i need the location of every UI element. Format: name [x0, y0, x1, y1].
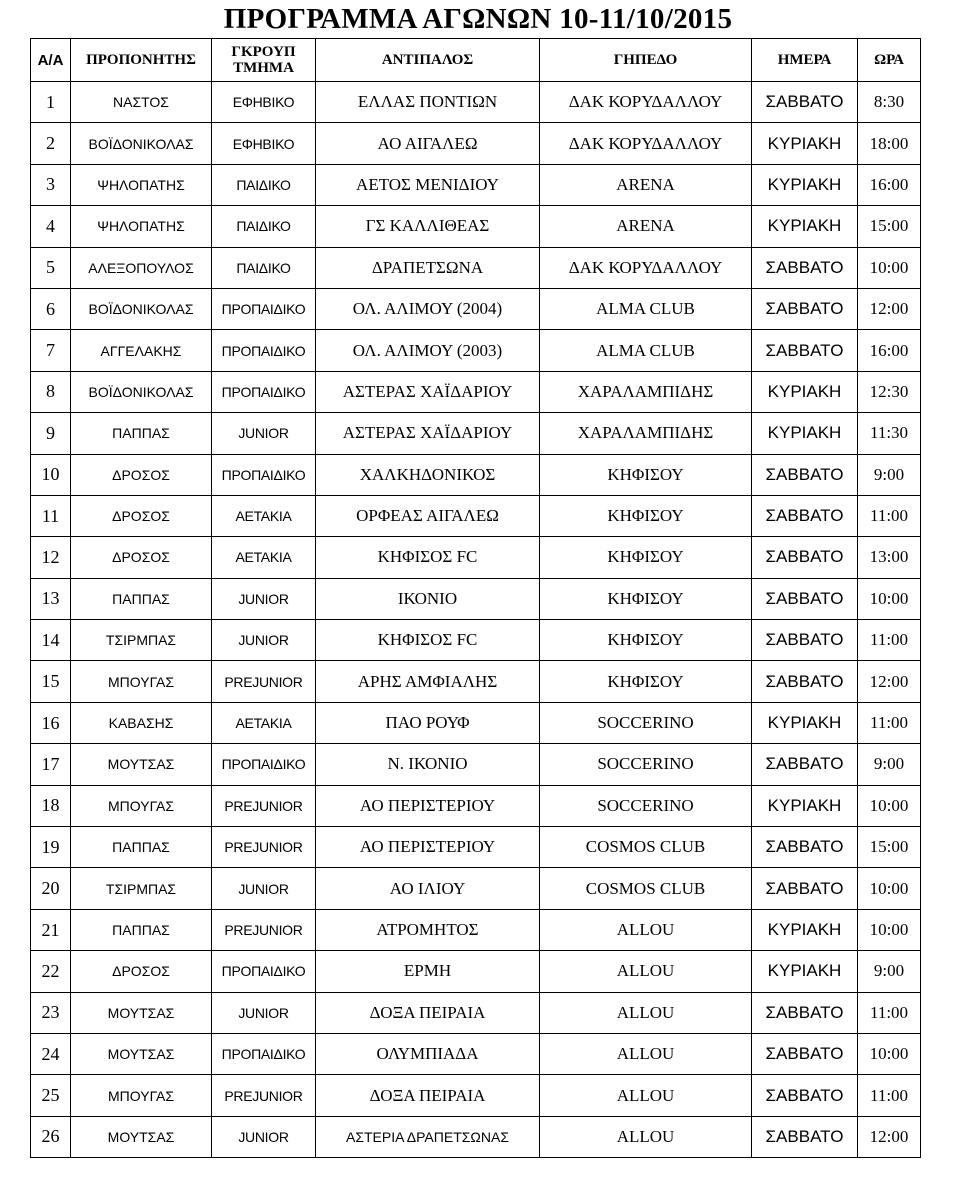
table-row	[31, 164, 921, 205]
opponent-cell: ΕΛΛΑΣ ΠΟΝΤΙΩΝ	[316, 82, 540, 123]
row-number: 7	[31, 330, 71, 371]
time-cell: 11:00	[858, 1075, 921, 1116]
venue-cell: ΔΑΚ ΚΟΡΥΔΑΛΛΟΥ	[540, 82, 752, 123]
time-cell: 12:00	[858, 288, 921, 329]
row-number: 26	[31, 1116, 71, 1157]
day-cell: ΚΥΡΙΑΚΗ	[752, 164, 858, 205]
venue-cell: ΚΗΦΙΣΟΥ	[540, 537, 752, 578]
opponent-cell: ΔΡΑΠΕΤΣΩΝΑ	[316, 247, 540, 288]
time-cell: 9:00	[858, 744, 921, 785]
coach-cell: ΠΑΠΠΑΣ	[71, 827, 212, 868]
day-cell: ΚΥΡΙΑΚΗ	[752, 909, 858, 950]
day-cell: ΣΑΒΒΑΤΟ	[752, 992, 858, 1033]
group-cell: JUNIOR	[212, 620, 316, 661]
table-row	[31, 1033, 921, 1074]
venue-cell: ALMA CLUB	[540, 330, 752, 371]
opponent-cell: ΑΕΤΟΣ ΜΕΝΙΔΙΟΥ	[316, 164, 540, 205]
coach-cell: ΜΠΟΥΓΑΣ	[71, 661, 212, 702]
group-cell: PREJUNIOR	[212, 661, 316, 702]
table-row	[31, 413, 921, 454]
row-number: 22	[31, 951, 71, 992]
header-aa: Α/Α	[31, 39, 71, 82]
opponent-cell: ΑΡΗΣ ΑΜΦΙΑΛΗΣ	[316, 661, 540, 702]
day-cell: ΣΑΒΒΑΤΟ	[752, 620, 858, 661]
group-cell: PREJUNIOR	[212, 1075, 316, 1116]
row-number: 14	[31, 620, 71, 661]
opponent-cell: ΚΗΦΙΣΟΣ FC	[316, 537, 540, 578]
group-cell: ΠΡΟΠΑΙΔΙΚΟ	[212, 371, 316, 412]
venue-cell: ALMA CLUB	[540, 288, 752, 329]
time-cell: 11:00	[858, 495, 921, 536]
row-number: 16	[31, 702, 71, 743]
coach-cell: ΜΟΥΤΣΑΣ	[71, 1033, 212, 1074]
venue-cell: ΚΗΦΙΣΟΥ	[540, 454, 752, 495]
row-number: 5	[31, 247, 71, 288]
table-row	[31, 578, 921, 619]
day-cell: ΣΑΒΒΑΤΟ	[752, 495, 858, 536]
group-cell: ΠΡΟΠΑΙΔΙΚΟ	[212, 951, 316, 992]
time-cell: 9:00	[858, 454, 921, 495]
group-cell: ΠΡΟΠΑΙΔΙΚΟ	[212, 330, 316, 371]
coach-cell: ΑΓΓΕΛΑΚΗΣ	[71, 330, 212, 371]
time-cell: 11:00	[858, 620, 921, 661]
opponent-cell: ΟΡΦΕΑΣ ΑΙΓΑΛΕΩ	[316, 495, 540, 536]
day-cell: ΣΑΒΒΑΤΟ	[752, 1116, 858, 1157]
coach-cell: ΒΟΪΔΟΝΙΚΟΛΑΣ	[71, 123, 212, 164]
group-cell: JUNIOR	[212, 1116, 316, 1157]
venue-cell: ΔΑΚ ΚΟΡΥΔΑΛΛΟΥ	[540, 123, 752, 164]
venue-cell: COSMOS CLUB	[540, 827, 752, 868]
header-time: ΩΡΑ	[858, 39, 921, 82]
coach-cell: ΜΠΟΥΓΑΣ	[71, 785, 212, 826]
row-number: 3	[31, 164, 71, 205]
coach-cell: ΔΡΟΣΟΣ	[71, 537, 212, 578]
opponent-cell: ΠΑΟ ΡΟΥΦ	[316, 702, 540, 743]
group-cell: JUNIOR	[212, 413, 316, 454]
header-venue: ΓΗΠΕΔΟ	[540, 39, 752, 82]
group-cell: ΑΕΤΑΚΙΑ	[212, 537, 316, 578]
group-cell: PREJUNIOR	[212, 827, 316, 868]
venue-cell: ARENA	[540, 206, 752, 247]
group-cell: ΠΑΙΔΙΚΟ	[212, 206, 316, 247]
opponent-cell: ΙΚΟΝΙΟ	[316, 578, 540, 619]
day-cell: ΣΑΒΒΑΤΟ	[752, 330, 858, 371]
day-cell: ΚΥΡΙΑΚΗ	[752, 123, 858, 164]
opponent-cell: ΓΣ ΚΑΛΛΙΘΕΑΣ	[316, 206, 540, 247]
time-cell: 12:00	[858, 1116, 921, 1157]
row-number: 13	[31, 578, 71, 619]
day-cell: ΣΑΒΒΑΤΟ	[752, 537, 858, 578]
coach-cell: ΔΡΟΣΟΣ	[71, 951, 212, 992]
header-opponent: ΑΝΤΙΠΑΛΟΣ	[316, 39, 540, 82]
venue-cell: COSMOS CLUB	[540, 868, 752, 909]
time-cell: 12:30	[858, 371, 921, 412]
group-cell: JUNIOR	[212, 578, 316, 619]
venue-cell: ΚΗΦΙΣΟΥ	[540, 578, 752, 619]
opponent-cell: ΑΤΡΟΜΗΤΟΣ	[316, 909, 540, 950]
time-cell: 15:00	[858, 827, 921, 868]
table-row	[31, 82, 921, 123]
group-cell: ΠΡΟΠΑΙΔΙΚΟ	[212, 1033, 316, 1074]
opponent-cell: ΑΟ ΑΙΓΑΛΕΩ	[316, 123, 540, 164]
time-cell: 10:00	[858, 578, 921, 619]
opponent-cell: ΟΛ. ΑΛΙΜΟΥ (2003)	[316, 330, 540, 371]
coach-cell: ΠΑΠΠΑΣ	[71, 909, 212, 950]
table-row	[31, 909, 921, 950]
table-row	[31, 1116, 921, 1157]
coach-cell: ΒΟΪΔΟΝΙΚΟΛΑΣ	[71, 288, 212, 329]
row-number: 23	[31, 992, 71, 1033]
row-number: 20	[31, 868, 71, 909]
schedule-table	[30, 38, 921, 1158]
opponent-cell: Ν. ΙΚΟΝΙΟ	[316, 744, 540, 785]
header-group-line2: ΤΜΗΜΑ	[233, 60, 294, 76]
row-number: 25	[31, 1075, 71, 1116]
table-row	[31, 744, 921, 785]
group-cell: JUNIOR	[212, 992, 316, 1033]
time-cell: 8:30	[858, 82, 921, 123]
opponent-cell: ΟΛ. ΑΛΙΜΟΥ (2004)	[316, 288, 540, 329]
day-cell: ΣΑΒΒΑΤΟ	[752, 661, 858, 702]
coach-cell: ΔΡΟΣΟΣ	[71, 495, 212, 536]
group-cell: JUNIOR	[212, 868, 316, 909]
day-cell: ΚΥΡΙΑΚΗ	[752, 206, 858, 247]
day-cell: ΚΥΡΙΑΚΗ	[752, 785, 858, 826]
coach-cell: ΠΑΠΠΑΣ	[71, 413, 212, 454]
time-cell: 10:00	[858, 1033, 921, 1074]
venue-cell: ALLOU	[540, 1075, 752, 1116]
table-row	[31, 1075, 921, 1116]
group-cell: ΠΑΙΔΙΚΟ	[212, 164, 316, 205]
row-number: 4	[31, 206, 71, 247]
time-cell: 18:00	[858, 123, 921, 164]
coach-cell: ΝΑΣΤΟΣ	[71, 82, 212, 123]
day-cell: ΣΑΒΒΑΤΟ	[752, 744, 858, 785]
table-row	[31, 330, 921, 371]
day-cell: ΣΑΒΒΑΤΟ	[752, 827, 858, 868]
row-number: 19	[31, 827, 71, 868]
group-cell: ΑΕΤΑΚΙΑ	[212, 702, 316, 743]
coach-cell: ΤΣΙΡΜΠΑΣ	[71, 868, 212, 909]
opponent-cell: ΧΑΛΚΗΔΟΝΙΚΟΣ	[316, 454, 540, 495]
time-cell: 15:00	[858, 206, 921, 247]
coach-cell: ΨΗΛΟΠΑΤΗΣ	[71, 206, 212, 247]
schedule-rows	[31, 82, 921, 1158]
group-cell: ΕΦΗΒΙΚΟ	[212, 123, 316, 164]
day-cell: ΣΑΒΒΑΤΟ	[752, 247, 858, 288]
table-row	[31, 702, 921, 743]
group-cell: ΠΡΟΠΑΙΔΙΚΟ	[212, 288, 316, 329]
time-cell: 10:00	[858, 247, 921, 288]
time-cell: 10:00	[858, 785, 921, 826]
time-cell: 10:00	[858, 909, 921, 950]
coach-cell: ΜΠΟΥΓΑΣ	[71, 1075, 212, 1116]
time-cell: 16:00	[858, 330, 921, 371]
opponent-cell: ΑΟ ΠΕΡΙΣΤΕΡΙΟΥ	[316, 827, 540, 868]
venue-cell: SOCCERINO	[540, 702, 752, 743]
group-cell: ΠΑΙΔΙΚΟ	[212, 247, 316, 288]
venue-cell: ALLOU	[540, 951, 752, 992]
header-row	[31, 39, 921, 82]
day-cell: ΚΥΡΙΑΚΗ	[752, 951, 858, 992]
group-cell: ΕΦΗΒΙΚΟ	[212, 82, 316, 123]
row-number: 15	[31, 661, 71, 702]
venue-cell: ALLOU	[540, 992, 752, 1033]
venue-cell: ΚΗΦΙΣΟΥ	[540, 495, 752, 536]
table-row	[31, 454, 921, 495]
header-coach: ΠΡΟΠΟΝΗΤΗΣ	[71, 39, 212, 82]
opponent-cell: ΑΣΤΕΡΑΣ ΧΑΪΔΑΡΙΟΥ	[316, 413, 540, 454]
venue-cell: SOCCERINO	[540, 744, 752, 785]
venue-cell: ALLOU	[540, 1116, 752, 1157]
row-number: 11	[31, 495, 71, 536]
table-row	[31, 123, 921, 164]
row-number: 21	[31, 909, 71, 950]
day-cell: ΚΥΡΙΑΚΗ	[752, 702, 858, 743]
venue-cell: ΚΗΦΙΣΟΥ	[540, 661, 752, 702]
coach-cell: ΨΗΛΟΠΑΤΗΣ	[71, 164, 212, 205]
table-row	[31, 951, 921, 992]
day-cell: ΣΑΒΒΑΤΟ	[752, 288, 858, 329]
table-row	[31, 247, 921, 288]
table-row	[31, 620, 921, 661]
table-row	[31, 785, 921, 826]
coach-cell: ΔΡΟΣΟΣ	[71, 454, 212, 495]
venue-cell: ΚΗΦΙΣΟΥ	[540, 620, 752, 661]
group-cell: ΠΡΟΠΑΙΔΙΚΟ	[212, 744, 316, 785]
opponent-cell: ΚΗΦΙΣΟΣ FC	[316, 620, 540, 661]
time-cell: 13:00	[858, 537, 921, 578]
group-cell: ΑΕΤΑΚΙΑ	[212, 495, 316, 536]
table-row	[31, 827, 921, 868]
table-row	[31, 661, 921, 702]
coach-cell: ΒΟΪΔΟΝΙΚΟΛΑΣ	[71, 371, 212, 412]
table-row	[31, 495, 921, 536]
row-number: 18	[31, 785, 71, 826]
group-cell: PREJUNIOR	[212, 785, 316, 826]
time-cell: 9:00	[858, 951, 921, 992]
coach-cell: ΜΟΥΤΣΑΣ	[71, 1116, 212, 1157]
page-title: ΠΡΟΓΡΑΜΜΑ ΑΓΩΝΩΝ 10-11/10/2015	[223, 3, 733, 35]
coach-cell: ΜΟΥΤΣΑΣ	[71, 744, 212, 785]
day-cell: ΣΑΒΒΑΤΟ	[752, 1033, 858, 1074]
group-cell: PREJUNIOR	[212, 909, 316, 950]
time-cell: 11:30	[858, 413, 921, 454]
time-cell: 16:00	[858, 164, 921, 205]
row-number: 24	[31, 1033, 71, 1074]
opponent-cell: ΔΟΞΑ ΠΕΙΡΑΙΑ	[316, 992, 540, 1033]
venue-cell: ΧΑΡΑΛΑΜΠΙΔΗΣ	[540, 413, 752, 454]
group-cell: ΠΡΟΠΑΙΔΙΚΟ	[212, 454, 316, 495]
day-cell: ΚΥΡΙΑΚΗ	[752, 371, 858, 412]
coach-cell: ΑΛΕΞΟΠΟΥΛΟΣ	[71, 247, 212, 288]
venue-cell: ARENA	[540, 164, 752, 205]
row-number: 1	[31, 82, 71, 123]
opponent-cell: ΟΛΥΜΠΙΑΔΑ	[316, 1033, 540, 1074]
opponent-cell: ΑΣΤΕΡΑΣ ΧΑΪΔΑΡΙΟΥ	[316, 371, 540, 412]
day-cell: ΣΑΒΒΑΤΟ	[752, 868, 858, 909]
time-cell: 12:00	[858, 661, 921, 702]
opponent-cell: ΑΟ ΙΛΙΟΥ	[316, 868, 540, 909]
header-day: ΗΜΕΡΑ	[752, 39, 858, 82]
row-number: 10	[31, 454, 71, 495]
day-cell: ΚΥΡΙΑΚΗ	[752, 413, 858, 454]
opponent-cell: ΔΟΞΑ ΠΕΙΡΑΙΑ	[316, 1075, 540, 1116]
table-row	[31, 288, 921, 329]
day-cell: ΣΑΒΒΑΤΟ	[752, 82, 858, 123]
row-number: 17	[31, 744, 71, 785]
coach-cell: ΜΟΥΤΣΑΣ	[71, 992, 212, 1033]
venue-cell: ALLOU	[540, 1033, 752, 1074]
day-cell: ΣΑΒΒΑΤΟ	[752, 454, 858, 495]
venue-cell: ΔΑΚ ΚΟΡΥΔΑΛΛΟΥ	[540, 247, 752, 288]
opponent-cell: ΑΟ ΠΕΡΙΣΤΕΡΙΟΥ	[316, 785, 540, 826]
day-cell: ΣΑΒΒΑΤΟ	[752, 1075, 858, 1116]
row-number: 12	[31, 537, 71, 578]
row-number: 9	[31, 413, 71, 454]
table-row	[31, 868, 921, 909]
opponent-cell: ΑΣΤΕΡΙΑ ΔΡΑΠΕΤΣΩΝΑΣ	[316, 1116, 540, 1157]
coach-cell: ΠΑΠΠΑΣ	[71, 578, 212, 619]
day-cell: ΣΑΒΒΑΤΟ	[752, 578, 858, 619]
header-group	[212, 39, 316, 82]
row-number: 8	[31, 371, 71, 412]
time-cell: 10:00	[858, 868, 921, 909]
table-row	[31, 371, 921, 412]
venue-cell: SOCCERINO	[540, 785, 752, 826]
table-row	[31, 992, 921, 1033]
time-cell: 11:00	[858, 702, 921, 743]
coach-cell: ΤΣΙΡΜΠΑΣ	[71, 620, 212, 661]
coach-cell: ΚΑΒΑΣΗΣ	[71, 702, 212, 743]
venue-cell: ALLOU	[540, 909, 752, 950]
time-cell: 11:00	[858, 992, 921, 1033]
opponent-cell: ΕΡΜΗ	[316, 951, 540, 992]
venue-cell: ΧΑΡΑΛΑΜΠΙΔΗΣ	[540, 371, 752, 412]
row-number: 2	[31, 123, 71, 164]
header-group-line1: ΓΚΡΟΥΠ	[231, 44, 296, 60]
table-row	[31, 206, 921, 247]
row-number: 6	[31, 288, 71, 329]
table-row	[31, 537, 921, 578]
